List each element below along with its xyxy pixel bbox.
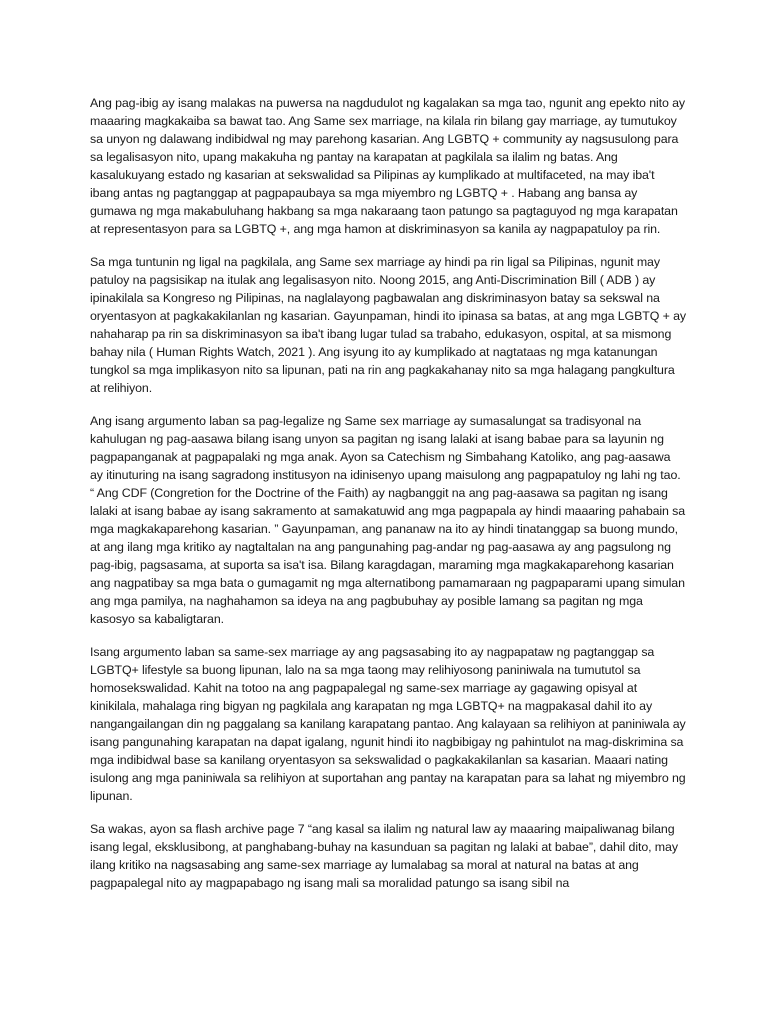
paragraph-2: Sa mga tuntunin ng ligal na pagkilala, ang Same sex marriage ay hindi pa rin ligal sa Pilipinas, ngunit may patuloy na pagsisikap na itulak ang legalisasyon nito. Noong 2015, ang Anti-Discrimination Bill ( ADB ) ay ipinakilala sa Kongreso ng Pilipinas, na naglalayong pagbawalan ang diskriminasyon batay sa sekswal na oryentasyon at pagkakakilanlan ng kasarian. Gayunpaman, hindi ito ipinasa sa batas, at ang mga LGBTQ + ay nahaharap pa rin sa diskriminasyon sa iba't ibang lugar tulad sa trabaho, edukasyon, ospital, at sa mismong bahay nila ( Human Rights Watch, 2021 ). Ang isyung ito ay kumplikado at nagtataas ng mga katanungan tungkol sa mga implikasyon nito sa lipunan, pati na rin ang pagkakahanay nito sa mga halagang pangkultura at relihiyon. (90, 255, 686, 395)
paragraph-3: Ang isang argumento laban sa pag-legalize ng Same sex marriage ay sumasalungat sa tradisyonal na kahulugan ng pag-aasawa bilang isang unyon sa pagitan ng isang lalaki at isang babae para sa layunin ng pagpapanganak at pagpapalaki ng mga anak. Ayon sa Catechism ng Simbahang Katoliko, ang pag-aasawa ay itinuturing na isang sagradong institusyon na idinisenyo upang maisulong ang pagpapatuloy ng lahi ng tao. “ Ang CDF (Congretion for the Doctrine of the Faith) ay nagbanggit na ang pag-aasawa sa pagitan ng isang lalaki at isang babae ay isang sakramento at samakatuwid ang mga pagpapala ay hindi maaaring pahabain sa mga magkakaparehong kasarian. ” Gayunpaman, ang pananaw na ito ay hindi tinatanggap sa buong mundo, at ang ilang mga kritiko ay nagtaltalan na ang pangunahing pag-andar ng pag-aasawa ay ang pagsulong ng pag-ibig, pagsasama, at suporta sa isa't isa. Bilang karagdagan, maraming mga magkakaparehong kasarian ang nagpatibay sa mga bata o gumagamit ng mga alternatibong pamamaraan ng pagpaparami upang simulan ang mga pamilya, na naghahamon sa ideya na ang pagbubuhay ay posible lamang sa pagitan ng mga kasosyo sa kabaligtaran. (90, 414, 686, 626)
paragraph-5: Sa wakas, ayon sa flash archive page 7 “ang kasal sa ilalim ng natural law ay maaaring maipaliwanag bilang isang legal, eksklusibong, at panghabang-buhay na kasunduan sa pagitan ng lalaki at babae”, dahil dito, may ilang kritiko na nagsasabing ang same-sex marriage ay lumalabag sa moral at natural na batas at ang pagpapalegal nito ay magpapabago ng isang mali sa moralidad patungo sa isang sibil na (90, 822, 678, 890)
paragraph-1: Ang pag-ibig ay isang malakas na puwersa na nagdudulot ng kagalakan sa mga tao, ngunit ang epekto nito ay maaaring magkakaiba sa bawat tao. Ang Same sex marriage, na kilala rin bilang gay marriage, ay tumutukoy sa unyon ng dalawang indibidwal ng may parehong kasarian. Ang LGBTQ + community ay nagsusulong para sa legalisasyon nito, upang makakuha ng pantay na karapatan at pagkilala sa ilalim ng batas. Ang kasalukuyang estado ng kasarian at sekswalidad sa Pilipinas ay kumplikado at multifaceted, na may iba't ibang antas ng pagtanggap at pagpapaubaya sa mga miyembro ng LGBTQ + . Habang ang bansa ay gumawa ng mga makabuluhang hakbang sa mga nakaraang taon patungo sa pagtaguyod ng mga karapatan at representasyon para sa LGBTQ +, ang mga hamon at diskriminasyon sa kanila ay nagpapatuloy pa rin. (90, 96, 685, 236)
paragraph-4: Isang argumento laban sa same-sex marriage ay ang pagsasabing ito ay nagpapataw ng pagtanggap sa LGBTQ+ lifestyle sa buong lipunan, lalo na sa mga taong may relihiyosong paniniwala na tumututol sa homosekswalidad. Kahit na totoo na ang pagpapalegal ng same-sex marriage ay gagawing opisyal at kinikilala, mahalaga ring bigyan ng pagkilala ang karapatan ng mga LGBTQ+ na magpakasal dahil ito ay nangangailangan din ng paggalang sa kanilang karapatang pantao. Ang kalayaan sa relihiyon at paniniwala ay isang pangunahing karapatan na dapat igalang, ngunit hindi ito nagbibigay ng pahintulot na mag-diskrimina sa mga indibidwal base sa kanilang oryentasyon sa sekswalidad o pagkakakilanlan sa kasarian. Maaari nating isulong ang mga paniniwala sa relihiyon at suportahan ang pantay na karapatan para sa lahat ng miyembro ng lipunan. (90, 645, 686, 803)
document-body (90, 94, 686, 907)
